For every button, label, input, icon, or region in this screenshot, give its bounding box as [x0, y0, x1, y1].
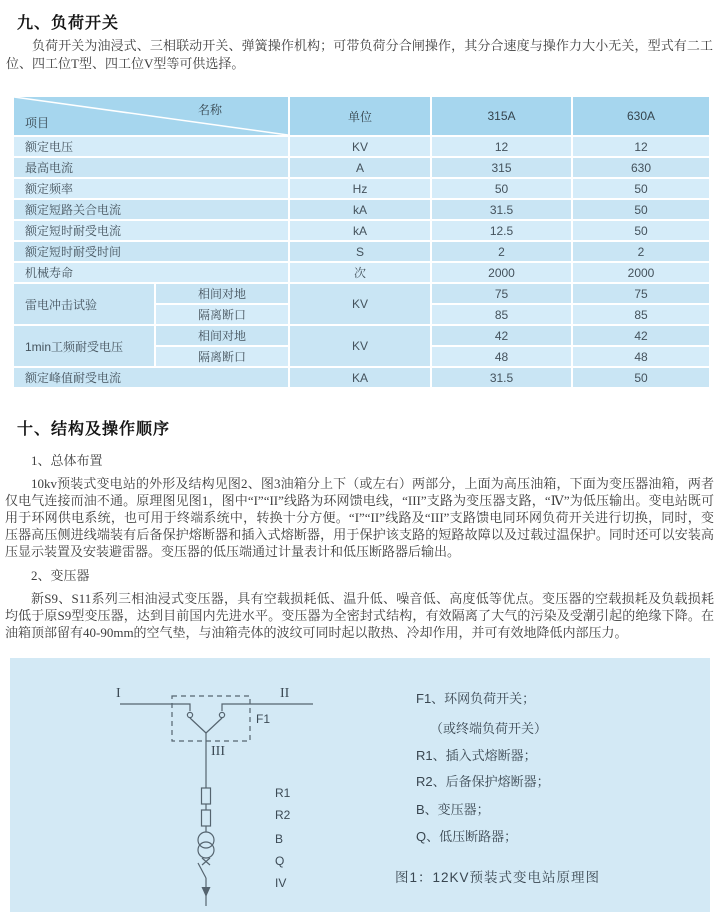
spec-item: 机械寿命 [13, 262, 289, 283]
legend-b: B、变压器； [416, 802, 490, 817]
legend-r2: R2、后备保护熔断器； [416, 774, 550, 789]
spec-value-630: 42 [572, 325, 710, 346]
spec-group-label: 1min工频耐受电压 [13, 325, 155, 367]
spec-sub-item: 相间对地 [155, 325, 289, 346]
spec-sub-item: 隔离断口 [155, 304, 289, 325]
diagonal-divider [14, 97, 288, 135]
fuse-r2-label: R2 [275, 808, 291, 822]
spec-value-630: 85 [572, 304, 710, 325]
spec-value-630: 12 [572, 136, 710, 157]
table-row [13, 241, 710, 262]
figure1-panel [10, 658, 710, 912]
header-name-label: 名称 [197, 103, 222, 117]
spec-value-630: 75 [572, 283, 710, 304]
spec-unit: KV [289, 325, 431, 367]
spec-unit: KA [289, 367, 431, 388]
spec-sub-item: 隔离断口 [155, 346, 289, 367]
switch-f1-label: F1 [256, 712, 271, 726]
transformer-b-label: B [275, 832, 284, 846]
spec-value-630: 50 [572, 199, 710, 220]
spec-item: 额定电压 [13, 136, 289, 157]
table-row [13, 220, 710, 241]
spec-unit: kA [289, 220, 431, 241]
feeder-ii-label: II [280, 686, 290, 701]
subsection1-heading: 1、总体布置 [31, 453, 103, 468]
subsection2-text: 新S9、S11系列三相油浸式变压器，具有空载损耗低、温升低、噪音低、高度低等优点。变压器的空载损耗及负载损耗均低于原S9型变压器，达到目前国内先进水平。变压器为全密封式结构，有效隔离了大气的污染及受潮引起的绝缘下降。在油箱顶部留有40-90mm的空气垫，与油箱壳体的波纹可同时起以散热、冷却作用，并可有效地降低内部压力。 [5, 591, 714, 640]
spec-unit: KV [289, 136, 431, 157]
spec-unit: A [289, 157, 431, 178]
spec-value-315: 12 [431, 136, 572, 157]
spec-value-315: 12.5 [431, 220, 572, 241]
spec-value-630: 2000 [572, 262, 710, 283]
spec-group-label: 雷电冲击试验 [13, 283, 155, 325]
spec-value-315: 75 [431, 283, 572, 304]
fuse-r1-label: R1 [275, 786, 291, 800]
legend-f1-alt: （或终端负荷开关） [430, 721, 548, 736]
spec-value-315: 50 [431, 178, 572, 199]
table-row [13, 199, 710, 220]
spec-value-630: 2 [572, 241, 710, 262]
legend-q: Q、低压断路器； [416, 829, 518, 844]
figure1-caption: 图1：12KV预装式变电站原理图 [395, 870, 601, 885]
table-row [13, 178, 710, 199]
section10-body [5, 449, 714, 641]
section9-paragraph: 负荷开关为油浸式、三相联动开关、弹簧操作机构；可带负荷分合闸操作，其分合速度与操作力大小无关，型式有二工位、四工位T型、四工位V型等可供选择。 [6, 38, 713, 71]
spec-value-315: 2000 [431, 262, 572, 283]
output-iv-label: IV [275, 876, 287, 890]
section9-title: 九、负荷开关 [17, 15, 120, 32]
table-row [13, 283, 710, 304]
header-630a: 630A [572, 96, 710, 136]
spec-item: 最高电流 [13, 157, 289, 178]
spec-item: 额定频率 [13, 178, 289, 199]
subsection2-heading: 2、变压器 [31, 568, 90, 583]
spec-value-315: 2 [431, 241, 572, 262]
spec-table [12, 95, 711, 389]
subsection1-text: 10kv预装式变电站的外形及结构见图2、图3油箱分上下（或左右）两部分，上面为高压油箱，下面为变压器油箱，两者仅电气连接而油不通。原理图见图1，图中“I”“II”线路为环网馈电线，“III”支路为变压器支路，“Ⅳ”为低压输出。变电站既可用于环网供电系统，也可用于终端系统中，转换十分方便。“I”“II”线路及“III”支路馈电同环网负荷开关进行切换，同时，变压器高压侧进线端装有后备保护熔断器和插入式熔断器，用于保护该支路的短路故障以及过载过温保护。同时还可以安装高压显示装置及安装避雷器。变压器的低压端通过计量表计和低压断路器后输出。 [5, 476, 714, 559]
spec-value-630: 630 [572, 157, 710, 178]
spec-unit: kA [289, 199, 431, 220]
spec-value-630: 50 [572, 367, 710, 388]
diagonal-header-cell [13, 96, 289, 136]
spec-unit: 次 [289, 262, 431, 283]
spec-value-315: 85 [431, 304, 572, 325]
circuit-schematic [10, 658, 710, 912]
spec-value-315: 48 [431, 346, 572, 367]
legend-f1: F1、环网负荷开关； [416, 691, 536, 706]
spec-item: 额定峰值耐受电流 [13, 367, 289, 388]
spec-unit: KV [289, 283, 431, 325]
header-item-label: 项目 [25, 116, 50, 130]
legend-r1: R1、插入式熔断器； [416, 748, 537, 763]
spec-item: 额定短时耐受电流 [13, 220, 289, 241]
spec-value-630: 50 [572, 178, 710, 199]
branch-iii-label: III [211, 744, 225, 759]
feeder-i-label: I [116, 686, 121, 701]
spec-unit: S [289, 241, 431, 262]
table-row [13, 262, 710, 283]
section10-title: 十、结构及操作顺序 [17, 421, 171, 438]
spec-value-315: 42 [431, 325, 572, 346]
spec-item: 额定短时耐受时间 [13, 241, 289, 262]
table-row [13, 136, 710, 157]
spec-value-630: 48 [572, 346, 710, 367]
table-row [13, 325, 710, 346]
table-row [13, 157, 710, 178]
header-315a: 315A [431, 96, 572, 136]
spec-sub-item: 相间对地 [155, 283, 289, 304]
spec-value-315: 31.5 [431, 367, 572, 388]
table-row [13, 367, 710, 388]
spec-value-630: 50 [572, 220, 710, 241]
header-unit: 单位 [289, 96, 431, 136]
breaker-q-label: Q [275, 854, 285, 868]
spec-unit: Hz [289, 178, 431, 199]
spec-item: 额定短路关合电流 [13, 199, 289, 220]
spec-value-315: 31.5 [431, 199, 572, 220]
table-header-row [13, 96, 710, 136]
spec-value-315: 315 [431, 157, 572, 178]
